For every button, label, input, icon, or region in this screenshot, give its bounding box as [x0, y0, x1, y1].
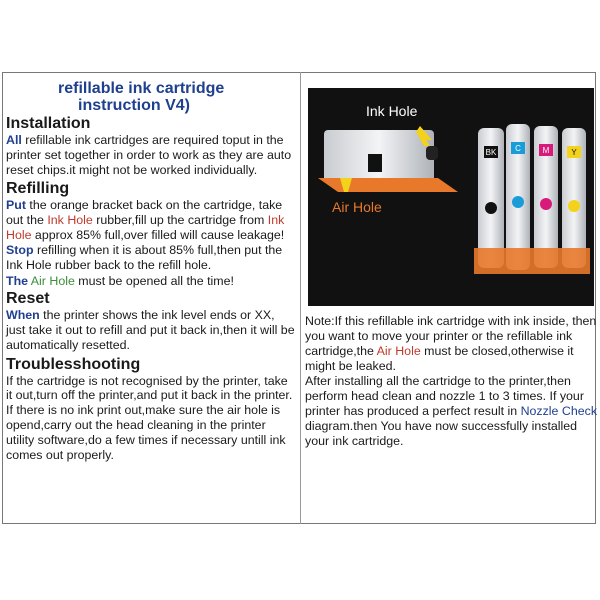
installation-body: refillable ink cartridges are required toput in the printer set together in order to work as they are auto reset chips.it might not be worked individually.: [6, 133, 292, 177]
reset-lead: When: [6, 308, 40, 323]
instructions-column: [6, 80, 296, 462]
refilling-step-1-text-c: approx 85% full,over filled will cause leakage!: [31, 227, 285, 242]
troubleshooting-paragraph-1: If the cartridge is not recognised by the printer, take it out,turn off the printer,and put it back in the printer.: [6, 373, 293, 403]
note-part-c: After installing all the cartridge to the printer,then perform head clean and nozzle 1 to 3 times. If your printer has produced a perfect result in: [305, 374, 584, 418]
ink-hole-rubber-icon: [426, 146, 438, 160]
ink-dot-bk: [485, 202, 497, 214]
horizontal-cartridge-chip: [368, 154, 382, 172]
refilling-step-2-text: refilling when it is about 85% full,then put the Ink Hole rubber back to the refill hole.: [6, 242, 283, 272]
troubleshooting-heading: Troublesshooting: [6, 355, 141, 373]
troubleshooting-paragraph-2: If there is no ink print out,make sure the air hole is opend,carry out the head cleaning in the printer utility software,do a few times if necessary untill ink comes out properly.: [6, 403, 286, 462]
refilling-heading: Refilling: [6, 180, 70, 198]
document-title: [6, 80, 296, 114]
nozzle-check-term: Nozzle Check: [520, 404, 598, 418]
note-part-a: Note:If this refillable ink cartridge with ink inside, then you want to move your printer or the refillable ink cartridge,the: [305, 314, 597, 358]
column-divider: [300, 72, 301, 524]
cartridge-label-y: Y: [571, 148, 577, 157]
note-part-d: diagram.then You have now successfully installed your ink cartridge.: [305, 419, 578, 448]
note-air-hole-term: Air Hole: [376, 344, 421, 358]
refilling-step-2-lead: Stop: [6, 242, 34, 257]
cartridge-label-c: C: [515, 144, 521, 153]
note-part-b: must be closed,otherwise it might be leaked.: [305, 344, 574, 373]
ink-dot-c: [512, 196, 524, 208]
refilling-step-2: [6, 243, 296, 273]
refilling-step-3-text: must be opened all the time!: [74, 274, 234, 289]
title-line-1: refillable ink cartridge: [58, 80, 225, 97]
cartridge-photo: [308, 88, 594, 306]
ink-hole-label: Ink Hole: [366, 103, 418, 119]
horizontal-cartridge: [318, 130, 458, 192]
ink-hole-term-1: Ink Hole: [47, 213, 93, 228]
refilling-step-3-lead: The: [6, 274, 29, 289]
refilling-step-1-lead: Put: [6, 198, 26, 213]
refilling-step-1-text-b: rubber,fill up the cartridge from: [92, 213, 268, 228]
air-hole-label: Air Hole: [332, 199, 382, 215]
cartridge-label-bk: BK: [485, 148, 497, 157]
cartridge-bk: [478, 128, 504, 268]
orange-bracket-icon: [318, 178, 458, 192]
ink-dot-y: [568, 200, 580, 212]
title-line-2: instruction V4): [78, 97, 191, 114]
vertical-cartridges: [474, 124, 590, 274]
refilling-step-3: [6, 274, 296, 289]
air-hole-term: Air Hole: [28, 274, 75, 289]
installation-heading: Installation: [6, 115, 91, 132]
refilling-step-1: [6, 198, 296, 242]
reset-text: [6, 308, 296, 352]
cartridge-photo-svg: [308, 88, 594, 306]
cartridge-y: [562, 128, 586, 268]
reset-body: the printer shows the ink level ends or XX, just take it out to refill and put it back in,then it will be automatically resetted.: [6, 308, 295, 352]
installation-text: [6, 133, 296, 177]
ink-dot-m: [540, 198, 552, 210]
ink-hole-term-2: Ink Hole: [6, 213, 285, 242]
cartridge-label-m: M: [542, 146, 550, 155]
orange-bracket-vertical-icon: [474, 248, 590, 274]
refilling-step-1-text-a: the orange bracket back on the cartridge, take out the: [6, 198, 283, 228]
note-text: [305, 314, 597, 449]
cartridge-m: [534, 126, 558, 268]
reset-heading: Reset: [6, 290, 50, 308]
installation-lead: All: [6, 133, 22, 147]
